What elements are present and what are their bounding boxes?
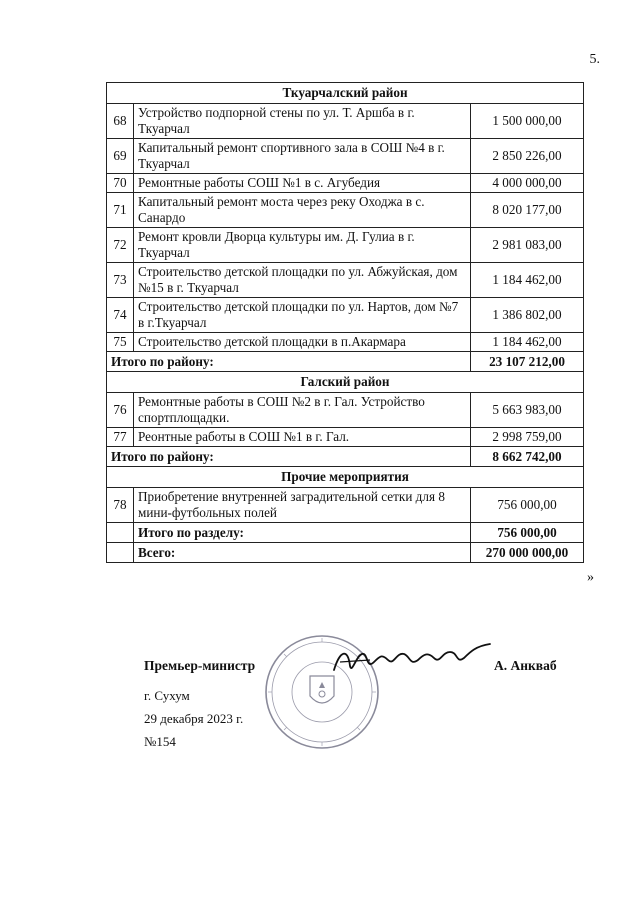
- row-amount: 4 000 000,00: [471, 174, 584, 193]
- subtotal-label: Итого по разделу:: [134, 523, 471, 543]
- row-number: 72: [107, 228, 134, 263]
- row-description: Капитальный ремонт спортивного зала в СОШ №4 в г. Ткуарчал: [134, 139, 471, 174]
- row-amount: 2 998 759,00: [471, 428, 584, 447]
- row-description: Ремонт кровли Дворца культуры им. Д. Гулиа в г. Ткуарчал: [134, 228, 471, 263]
- page-number: 5.: [589, 52, 600, 67]
- document-city: г. Сухум: [144, 688, 190, 703]
- row-number: 71: [107, 193, 134, 228]
- row-amount: 8 020 177,00: [471, 193, 584, 228]
- grand-total-row: [107, 543, 584, 563]
- row-description: Строительство детской площадки по ул. Абжуйская, дом №15 в г. Ткуарчал: [134, 263, 471, 298]
- row-number: 77: [107, 428, 134, 447]
- handwritten-signature-icon: [330, 640, 495, 680]
- row-amount: 756 000,00: [471, 488, 584, 523]
- section-header: [107, 83, 584, 104]
- document-number: №154: [144, 734, 176, 749]
- signature-block: [144, 658, 255, 674]
- subtotal-amount: 756 000,00: [471, 523, 584, 543]
- section-title: Галский район: [107, 372, 584, 393]
- document-date: 29 декабря 2023 г.: [144, 711, 244, 726]
- row-description: Приобретение внутренней заградительной сетки для 8 мини-футбольных полей: [134, 488, 471, 523]
- section-header: [107, 467, 584, 488]
- row-amount: 2 850 226,00: [471, 139, 584, 174]
- row-description: Ремонтные работы в СОШ №2 в г. Гал. Устройство спортплощадки.: [134, 393, 471, 428]
- row-description: Строительство детской площадки в п.Акармара: [134, 333, 471, 352]
- row-number: 73: [107, 263, 134, 298]
- table-row: [107, 174, 584, 193]
- table-row: [107, 193, 584, 228]
- grand-total-amount: 270 000 000,00: [471, 543, 584, 563]
- subtotal-row: [107, 352, 584, 372]
- section-title: Ткуарчалский район: [107, 83, 584, 104]
- row-description: Капитальный ремонт моста через реку Оходжа в с. Санардо: [134, 193, 471, 228]
- grand-total-label: Всего:: [134, 543, 471, 563]
- row-amount: 5 663 983,00: [471, 393, 584, 428]
- row-number: 74: [107, 298, 134, 333]
- row-number: 69: [107, 139, 134, 174]
- row-amount: 1 184 462,00: [471, 263, 584, 298]
- row-description: Устройство подпорной стены по ул. Т. Аршба в г. Ткуарчал: [134, 104, 471, 139]
- subtotal-row: [107, 523, 584, 543]
- subtotal-label: Итого по району:: [107, 447, 471, 467]
- table-row: [107, 428, 584, 447]
- row-description: Реонтные работы в СОШ №1 в г. Гал.: [134, 428, 471, 447]
- row-amount: 1 386 802,00: [471, 298, 584, 333]
- subtotal-amount: 8 662 742,00: [471, 447, 584, 467]
- table-row: [107, 228, 584, 263]
- subtotal-amount: 23 107 212,00: [471, 352, 584, 372]
- subtotal-row: [107, 447, 584, 467]
- row-number: 76: [107, 393, 134, 428]
- budget-table: [106, 82, 584, 563]
- signatory-name: А. Анкваб: [494, 658, 557, 673]
- row-amount: 1 500 000,00: [471, 104, 584, 139]
- table-row: [107, 298, 584, 333]
- row-number: 75: [107, 333, 134, 352]
- subtotal-label: Итого по району:: [107, 352, 471, 372]
- signatory-role: Премьер-министр: [144, 658, 256, 673]
- table-row: [107, 104, 584, 139]
- table-row: [107, 333, 584, 352]
- row-amount: 1 184 462,00: [471, 333, 584, 352]
- row-amount: 2 981 083,00: [471, 228, 584, 263]
- row-number: 68: [107, 104, 134, 139]
- row-description: Строительство детской площадки по ул. Нартов, дом №7 в г.Ткуарчал: [134, 298, 471, 333]
- section-header: [107, 372, 584, 393]
- section-title: Прочие мероприятия: [107, 467, 584, 488]
- table-row: [107, 393, 584, 428]
- closing-quote: »: [587, 570, 594, 585]
- row-number: 70: [107, 174, 134, 193]
- table-row: [107, 488, 584, 523]
- table-row: [107, 263, 584, 298]
- row-description: Ремонтные работы СОШ №1 в с. Агубедия: [134, 174, 471, 193]
- row-number: 78: [107, 488, 134, 523]
- table-row: [107, 139, 584, 174]
